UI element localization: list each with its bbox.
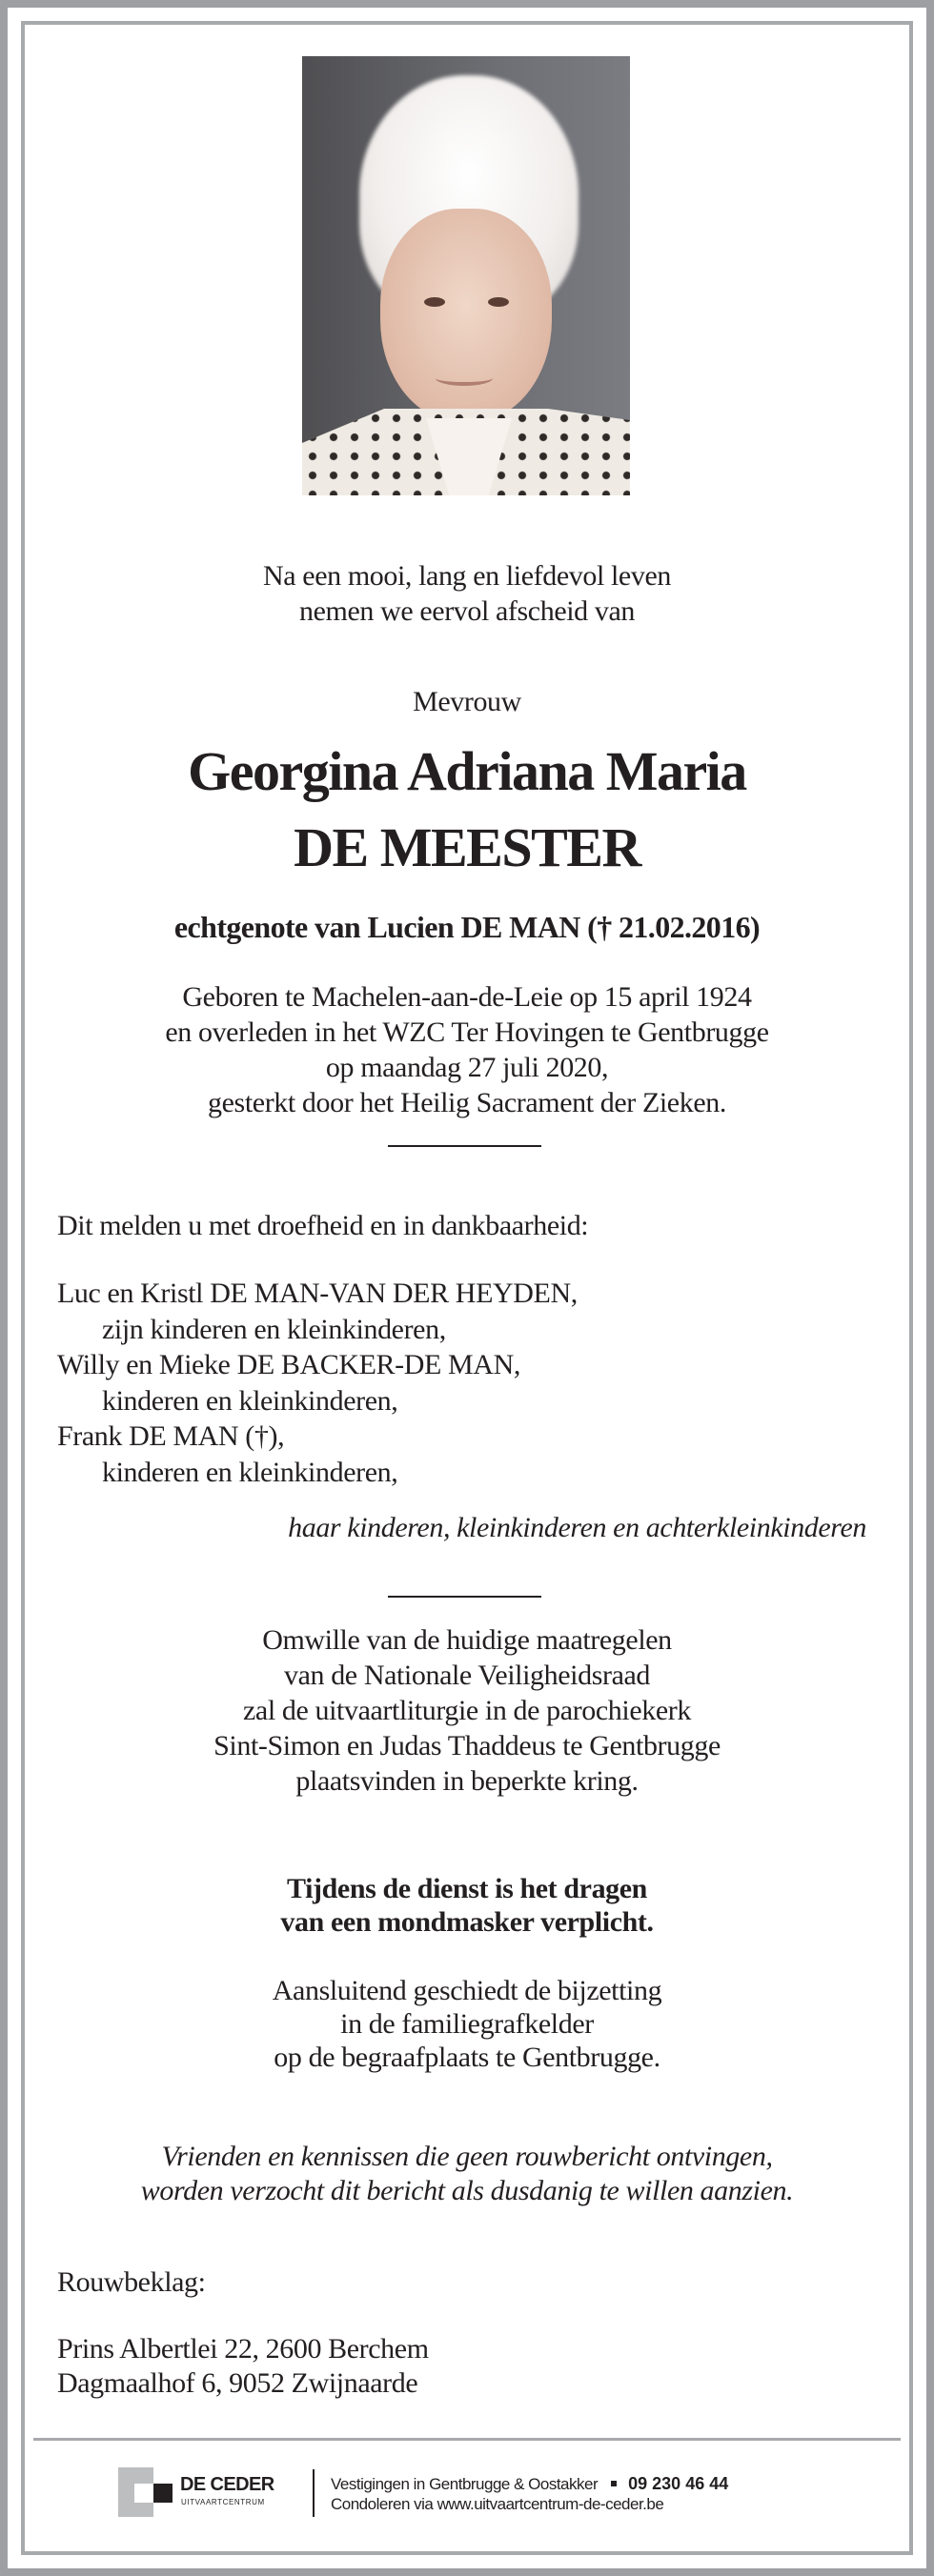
footer-divider: [33, 2438, 901, 2441]
photo-eye: [488, 297, 509, 307]
intro-text: Na een mooi, lang en liefdevol leven nemen we eervol afscheid van: [263, 560, 671, 627]
deceased-name: Georgina Adriana Maria DE MEESTER: [188, 740, 746, 878]
footer-separator: [313, 2469, 315, 2517]
family-list: [57, 1276, 578, 1490]
footer-phone: 09 230 46 44: [628, 2474, 729, 2493]
mask-notice: Tijdens de dienst is het dragen van een mondmasker verplicht.: [280, 1873, 654, 1938]
logo-icon-white: [134, 2484, 153, 2503]
family-member-sub: kinderen en kleinkinderen,: [102, 1456, 398, 1488]
ceremony-text: Omwille van de huidige maatregelen van de Nationale Veiligheidsraad zal de uitvaartliturgie in de parochiekerk Sint-Simon en Judas Thaddeus te Gentbrugge plaatsvinden in beperkte kring.: [213, 1624, 721, 1797]
salutation: Mevrouw: [413, 686, 521, 717]
spouse-line: echtgenote van Lucien DE MAN († 21.02.2016): [173, 910, 761, 944]
friends-notice: Vrienden en kennissen die geen rouwbericht ontvingen, worden verzocht dit bericht als dusdanig te willen aanzien.: [140, 2141, 794, 2206]
brand-name: DE CEDER: [180, 2474, 274, 2495]
photo-face: [380, 209, 552, 423]
burial-text: Aansluitend geschiedt de bijzetting in de familiegrafkelder op de begraafplaats te Gentbrugge.: [272, 1975, 662, 2073]
life-details: Geboren te Machelen-aan-de-Leie op 15 april 1924 en overleden in het WZC Ter Hovingen te Gentbrugge op maandag 27 juli 2020, gesterkt door het Heilig Sacrament der Zieken.: [165, 981, 769, 1118]
brand-subtitle: UITVAARTCENTRUM: [181, 2498, 265, 2506]
addresses: [57, 2332, 429, 2401]
family-member: Frank DE MAN (†),: [57, 1420, 285, 1452]
address: Prins Albertlei 22, 2600 Berchem: [57, 2333, 429, 2365]
logo-icon-black: [153, 2484, 173, 2503]
announcement: Dit melden u met droefheid en in dankbaarheid:: [57, 1210, 589, 1241]
footer-locations: Vestigingen in Gentbrugge & Oostakker 09 230 46 44: [331, 2474, 729, 2493]
photo-mouth: [436, 371, 493, 386]
photo-eye: [424, 297, 445, 307]
divider: [388, 1145, 541, 1147]
family-member: Luc en Kristl DE MAN-VAN DER HEYDEN,: [57, 1278, 578, 1309]
family-member-sub: zijn kinderen en kleinkinderen,: [102, 1313, 446, 1345]
family-summary: haar kinderen, kleinkinderen en achterkleinkinderen: [288, 1512, 866, 1543]
bullet-icon: [611, 2481, 617, 2486]
family-member-sub: kinderen en kleinkinderen,: [102, 1384, 398, 1417]
footer-condole: Condoleren via www.uitvaartcentrum-de-ceder.be: [331, 2495, 664, 2513]
condolence-label: Rouwbeklag:: [57, 2266, 206, 2298]
address: Dagmaalhof 6, 9052 Zwijnaarde: [57, 2367, 418, 2399]
family-member: Willy en Mieke DE BACKER-DE MAN,: [57, 1349, 520, 1380]
portrait-photo: [302, 56, 630, 495]
divider: [388, 1596, 541, 1598]
